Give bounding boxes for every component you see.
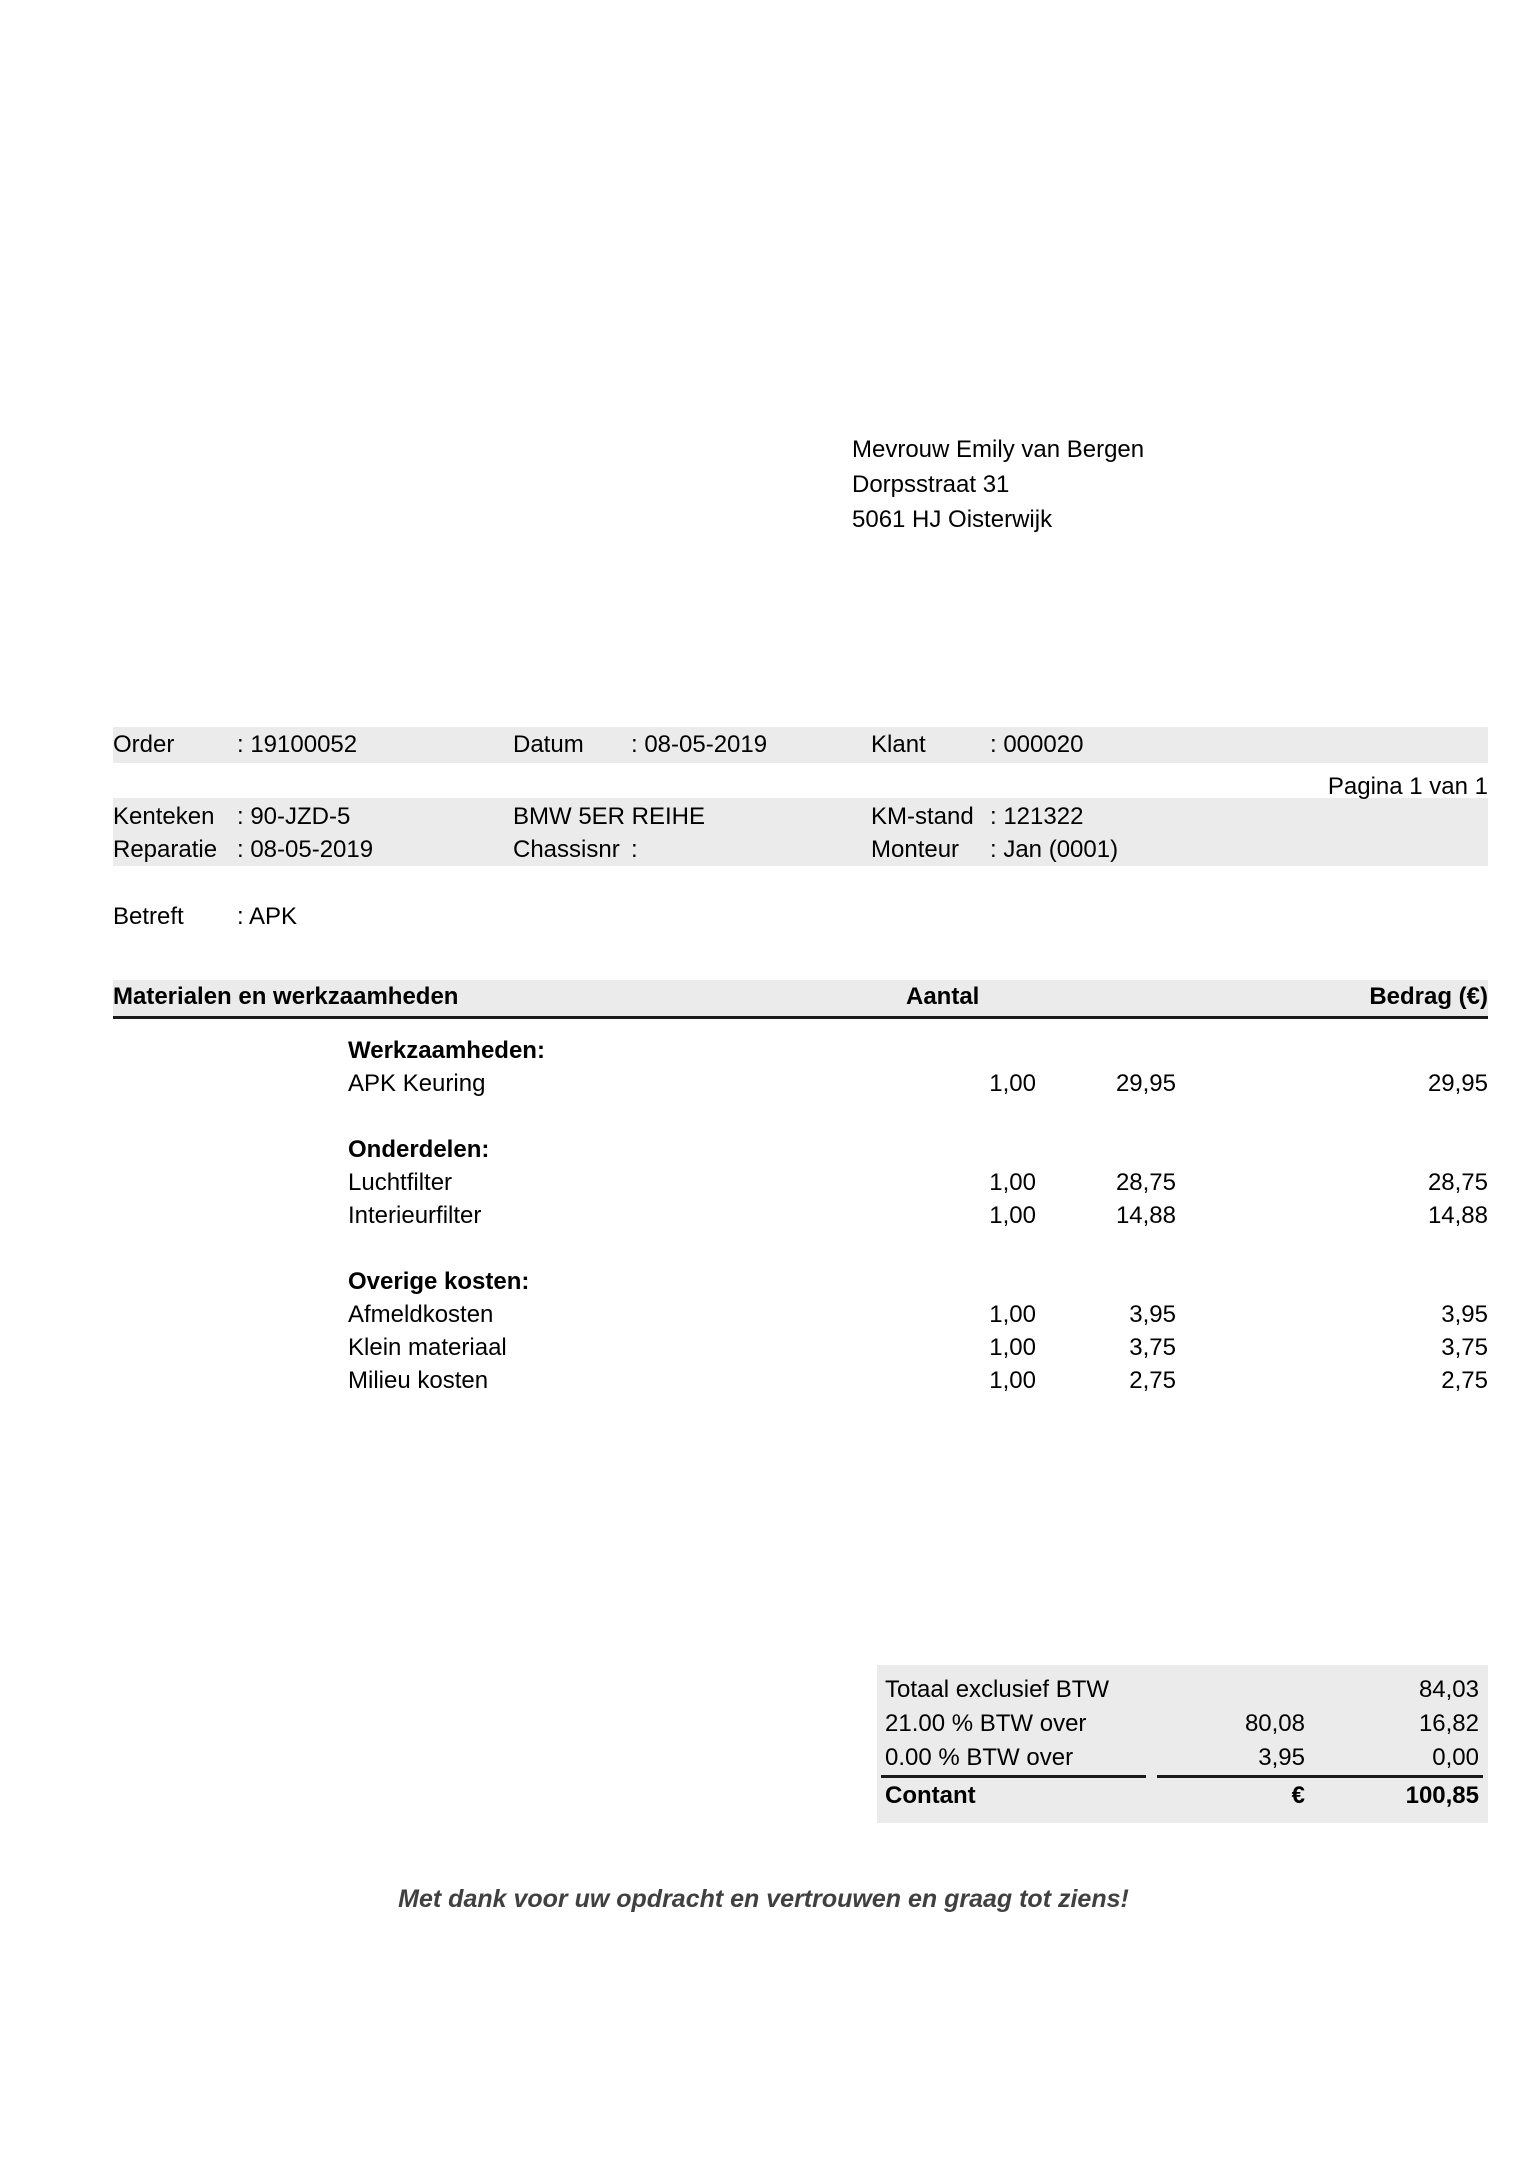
recipient-street: Dorpsstraat 31 — [852, 471, 1010, 498]
betreft-label: Betreft — [113, 903, 184, 930]
reparatie-label: Reparatie — [113, 836, 218, 863]
recipient-name: Mevrouw Emily van Bergen — [852, 436, 1145, 463]
totals-divider-left — [881, 1775, 1146, 1778]
item-unit-price: 2,75 — [1129, 1367, 1176, 1394]
footer-thank-you-message: Met dank voor uw opdracht en vertrouwen en graag tot ziens! — [398, 1885, 1129, 1913]
vat-high-label: 21.00 % BTW over — [885, 1710, 1087, 1737]
recipient-address — [852, 432, 1144, 537]
item-description: APK Keuring — [348, 1070, 486, 1097]
vat-zero-base: 3,95 — [1258, 1744, 1305, 1771]
vat-high-base: 80,08 — [1244, 1710, 1305, 1737]
vat-high-amount: 16,82 — [1418, 1710, 1479, 1737]
item-group-spacer — [113, 1232, 1488, 1265]
vehicle-model: BMW 5ER REIHE — [513, 803, 706, 830]
item-amount: 29,95 — [1427, 1070, 1488, 1097]
item-unit-price: 14,88 — [1115, 1202, 1176, 1229]
column-header-quantity: Aantal — [906, 983, 980, 1010]
item-unit-price: 3,75 — [1129, 1334, 1176, 1361]
km-stand-value: : 121322 — [990, 803, 1084, 830]
chassisnr-value: : — [631, 836, 638, 863]
item-quantity: 1,00 — [989, 1334, 1036, 1361]
item-description: Interieurfilter — [348, 1202, 482, 1229]
item-quantity: 1,00 — [989, 1367, 1036, 1394]
column-header-description: Materialen en werkzaamheden — [113, 983, 459, 1010]
item-quantity: 1,00 — [989, 1301, 1036, 1328]
subtotal-amount: 84,03 — [1418, 1676, 1479, 1703]
totals-row-grand — [877, 1779, 1488, 1813]
meta-row-kenteken — [113, 800, 1488, 834]
item-quantity: 1,00 — [989, 1202, 1036, 1229]
datum-value: : 08-05-2019 — [631, 731, 768, 758]
klant-value: : 000020 — [990, 731, 1084, 758]
items-table-header — [113, 980, 1488, 1019]
chassisnr-label: Chassisnr — [513, 836, 620, 863]
item-group-title-label: Overige kosten: — [348, 1268, 530, 1295]
item-unit-price: 3,95 — [1129, 1301, 1176, 1328]
meta-row-reparatie — [113, 833, 1488, 867]
table-row — [113, 1331, 1488, 1364]
order-label: Order — [113, 731, 175, 758]
item-group-spacer — [113, 1100, 1488, 1133]
meta-row-order — [113, 728, 1488, 762]
table-row — [113, 1199, 1488, 1232]
item-unit-price: 29,95 — [1115, 1070, 1176, 1097]
totals-row-vat-zero — [877, 1741, 1488, 1775]
betreft-value: : APK — [237, 903, 298, 930]
table-row — [113, 1298, 1488, 1331]
items-table-body — [113, 1034, 1488, 1397]
km-stand-label: KM-stand — [871, 803, 974, 830]
totals-row-subtotal — [877, 1673, 1488, 1707]
item-quantity: 1,00 — [989, 1070, 1036, 1097]
table-row — [113, 1067, 1488, 1100]
item-amount: 14,88 — [1427, 1202, 1488, 1229]
item-group-title-label: Werkzaamheden: — [348, 1037, 545, 1064]
item-description: Klein materiaal — [348, 1334, 507, 1361]
reparatie-value: : 08-05-2019 — [237, 836, 374, 863]
item-amount: 2,75 — [1441, 1367, 1488, 1394]
item-amount: 3,95 — [1441, 1301, 1488, 1328]
kenteken-value: : 90-JZD-5 — [237, 803, 351, 830]
pagina-label: Pagina 1 van 1 — [1327, 773, 1488, 800]
meta-row-pagina — [113, 770, 1488, 804]
table-row — [113, 1364, 1488, 1397]
item-group-title — [113, 1034, 1488, 1067]
subtotal-label: Totaal exclusief BTW — [885, 1676, 1110, 1703]
item-unit-price: 28,75 — [1115, 1169, 1176, 1196]
item-group-title-label: Onderdelen: — [348, 1136, 490, 1163]
item-amount: 28,75 — [1427, 1169, 1488, 1196]
table-row — [113, 1166, 1488, 1199]
totals-divider-right — [1157, 1775, 1483, 1778]
kenteken-label: Kenteken — [113, 803, 215, 830]
item-description: Luchtfilter — [348, 1169, 453, 1196]
totals-row-vat-high — [877, 1707, 1488, 1741]
datum-label: Datum — [513, 731, 584, 758]
grand-total-label: Contant — [885, 1782, 976, 1809]
recipient-city: 5061 HJ Oisterwijk — [852, 506, 1053, 533]
order-value: : 19100052 — [237, 731, 358, 758]
grand-total-currency: € — [1291, 1782, 1305, 1809]
item-group-title — [113, 1265, 1488, 1298]
vat-zero-amount: 0,00 — [1432, 1744, 1479, 1771]
monteur-value: : Jan (0001) — [990, 836, 1119, 863]
monteur-label: Monteur — [871, 836, 960, 863]
item-group-title — [113, 1133, 1488, 1166]
grand-total-amount: 100,85 — [1405, 1782, 1479, 1809]
item-quantity: 1,00 — [989, 1169, 1036, 1196]
item-description: Afmeldkosten — [348, 1301, 494, 1328]
totals-block — [877, 1665, 1488, 1823]
klant-label: Klant — [871, 731, 926, 758]
vat-zero-label: 0.00 % BTW over — [885, 1744, 1074, 1771]
item-amount: 3,75 — [1441, 1334, 1488, 1361]
column-header-amount: Bedrag (€) — [1369, 983, 1488, 1010]
item-description: Milieu kosten — [348, 1367, 489, 1394]
